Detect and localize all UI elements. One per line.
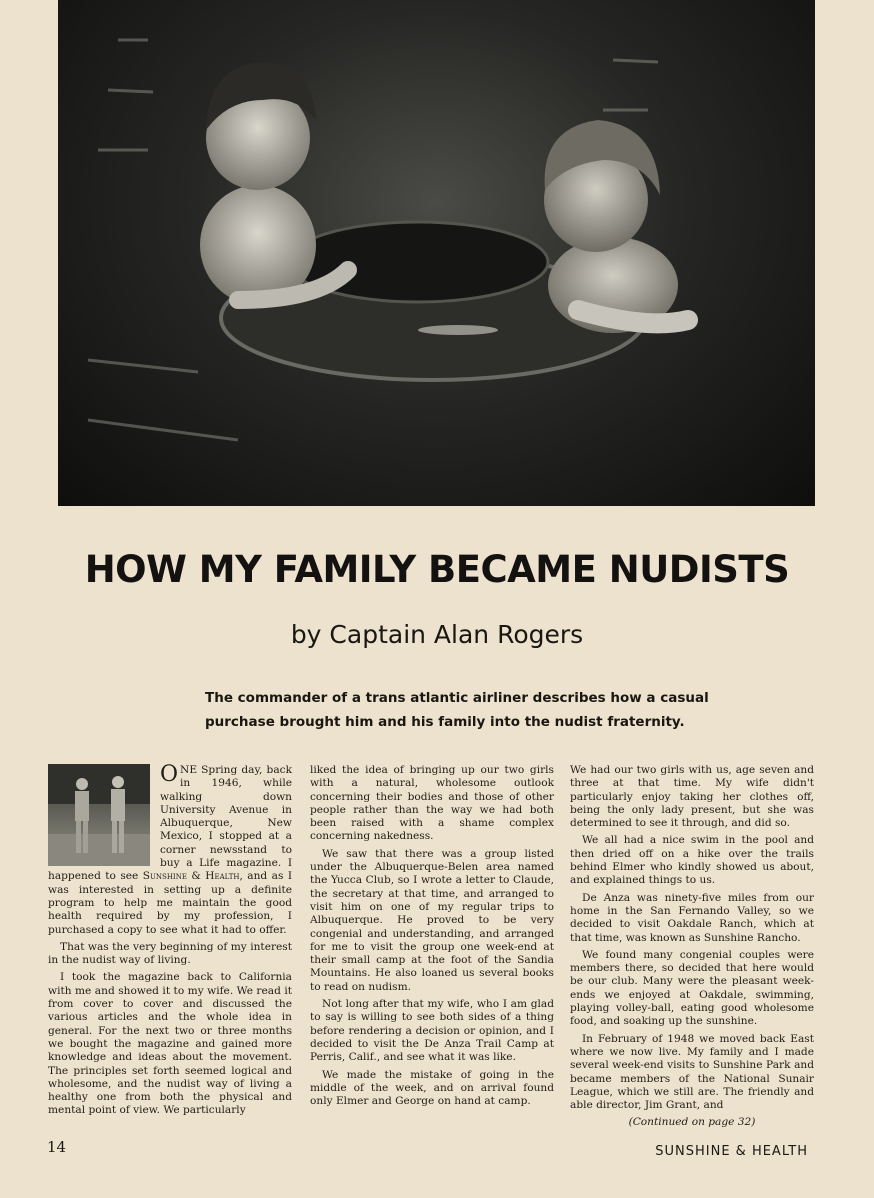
paragraph-8: We had our two girls with us, age seven and three at that time. My wife didn't particularly enjoy taking her clothes off, being the only lady present, but she was determined to see it through, and did so. bbox=[570, 764, 814, 830]
paragraph-9: We all had a nice swim in the pool and then dried off on a hike over the trails behind Elmer who kindly showed us about, and explained things to us. bbox=[570, 834, 814, 887]
paragraph-12: In February of 1948 we moved back East where we now live. My family and I made several week-end visits to Sunshine Park and became members of the National Sunair League, which we still are. The friendly and able director, Jim Grant, and bbox=[570, 1032, 814, 1112]
paragraph-7: We made the mistake of going in the middle of the week, and on arrival found only Elmer and George on hand at camp. bbox=[310, 1068, 554, 1108]
paragraph-1-end: , and as I was interested in setting up a definite program to help me maintain the good health required by my profession, I purchased a copy to see what it had to offer. bbox=[48, 870, 292, 936]
deck-line-2: purchase brought him and his family into the nudist fraternity. bbox=[205, 714, 685, 730]
inset-photo bbox=[48, 764, 150, 866]
paragraph-2: That was the very beginning of my interest in the nudist way of living. bbox=[48, 940, 292, 967]
article-column-1 bbox=[48, 764, 292, 1122]
drop-cap: O bbox=[160, 762, 179, 787]
article-column-3 bbox=[570, 764, 814, 1134]
article-column-2 bbox=[310, 764, 554, 1112]
lead-photo bbox=[58, 0, 815, 506]
paragraph-11: We found many congenial couples were members there, so decided that here would be our club. Many were the pleasant week-ends we enjoyed at Oakdale, swimming, playing volley-ball, eating good wholesome food, and soaking up the sunshine. bbox=[570, 948, 814, 1028]
continued-note: (Continued on page 32) bbox=[628, 1116, 756, 1129]
deck-line-1: The commander of a trans atlantic airliner describes how a casual bbox=[205, 690, 709, 706]
paragraph-5: We saw that there was a group listed under the Albuquerque-Belen area named the Yucca Club, so I wrote a letter to Claude, the secretary at that time, and arranged to visit him on one of my regular trips to Albuquerque. He proved to be very congenial and understanding, and arranged for me to visit the group one week-end at their small camp at the foot of the Sandia Mountains. He also loaned us several books to read on nudism. bbox=[310, 847, 554, 993]
paragraph-10: De Anza was ninety-five miles from our home in the San Fernando Valley, so we decided to visit Oakdale Ranch, which at that time, was known as Sunshine Rancho. bbox=[570, 891, 814, 944]
magazine-footer: SUNSHINE & HEALTH bbox=[655, 1144, 808, 1159]
page-number: 14 bbox=[47, 1138, 67, 1156]
byline: by Captain Alan Rogers bbox=[290, 620, 584, 649]
paragraph-1-text: NE Spring day, back in 1946, while walking down University Avenue in Albuquerque, New Mexico, I stopped at a corner newsstand to buy a Life magazine. I happened to see bbox=[48, 764, 292, 883]
article-title: HOW MY FAMILY BECAME NUDISTS bbox=[84, 548, 790, 591]
pool-photo-illustration bbox=[58, 0, 815, 506]
paragraph-3: I took the magazine back to California with me and showed it to my wife. We read it from cover to cover and discussed the various articles and the whole idea in general. For the next two or three months we bought the magazine and gained more knowledge and ideas about the movement. The principles set forth seemed logical and wholesome, and the nudist way of living a healthy one from both the physical and mental point of view. We particularly bbox=[48, 971, 292, 1117]
deck-subtitle bbox=[205, 686, 709, 734]
magazine-name-inline: Sunshine & Health bbox=[142, 870, 240, 883]
inset-photo-illustration bbox=[48, 764, 150, 866]
paragraph-6: Not long after that my wife, who I am glad to say is willing to see both sides of a thing before rendering a decision or opinion, and I decided to visit the De Anza Trail Camp at Perris, Calif., and see what it was like. bbox=[310, 998, 554, 1064]
paragraph-4: liked the idea of bringing up our two girls with a natural, wholesome outlook concerning their bodies and those of other people rather than the way we had both been raised with a shame complex concerning nakedness. bbox=[310, 764, 554, 843]
